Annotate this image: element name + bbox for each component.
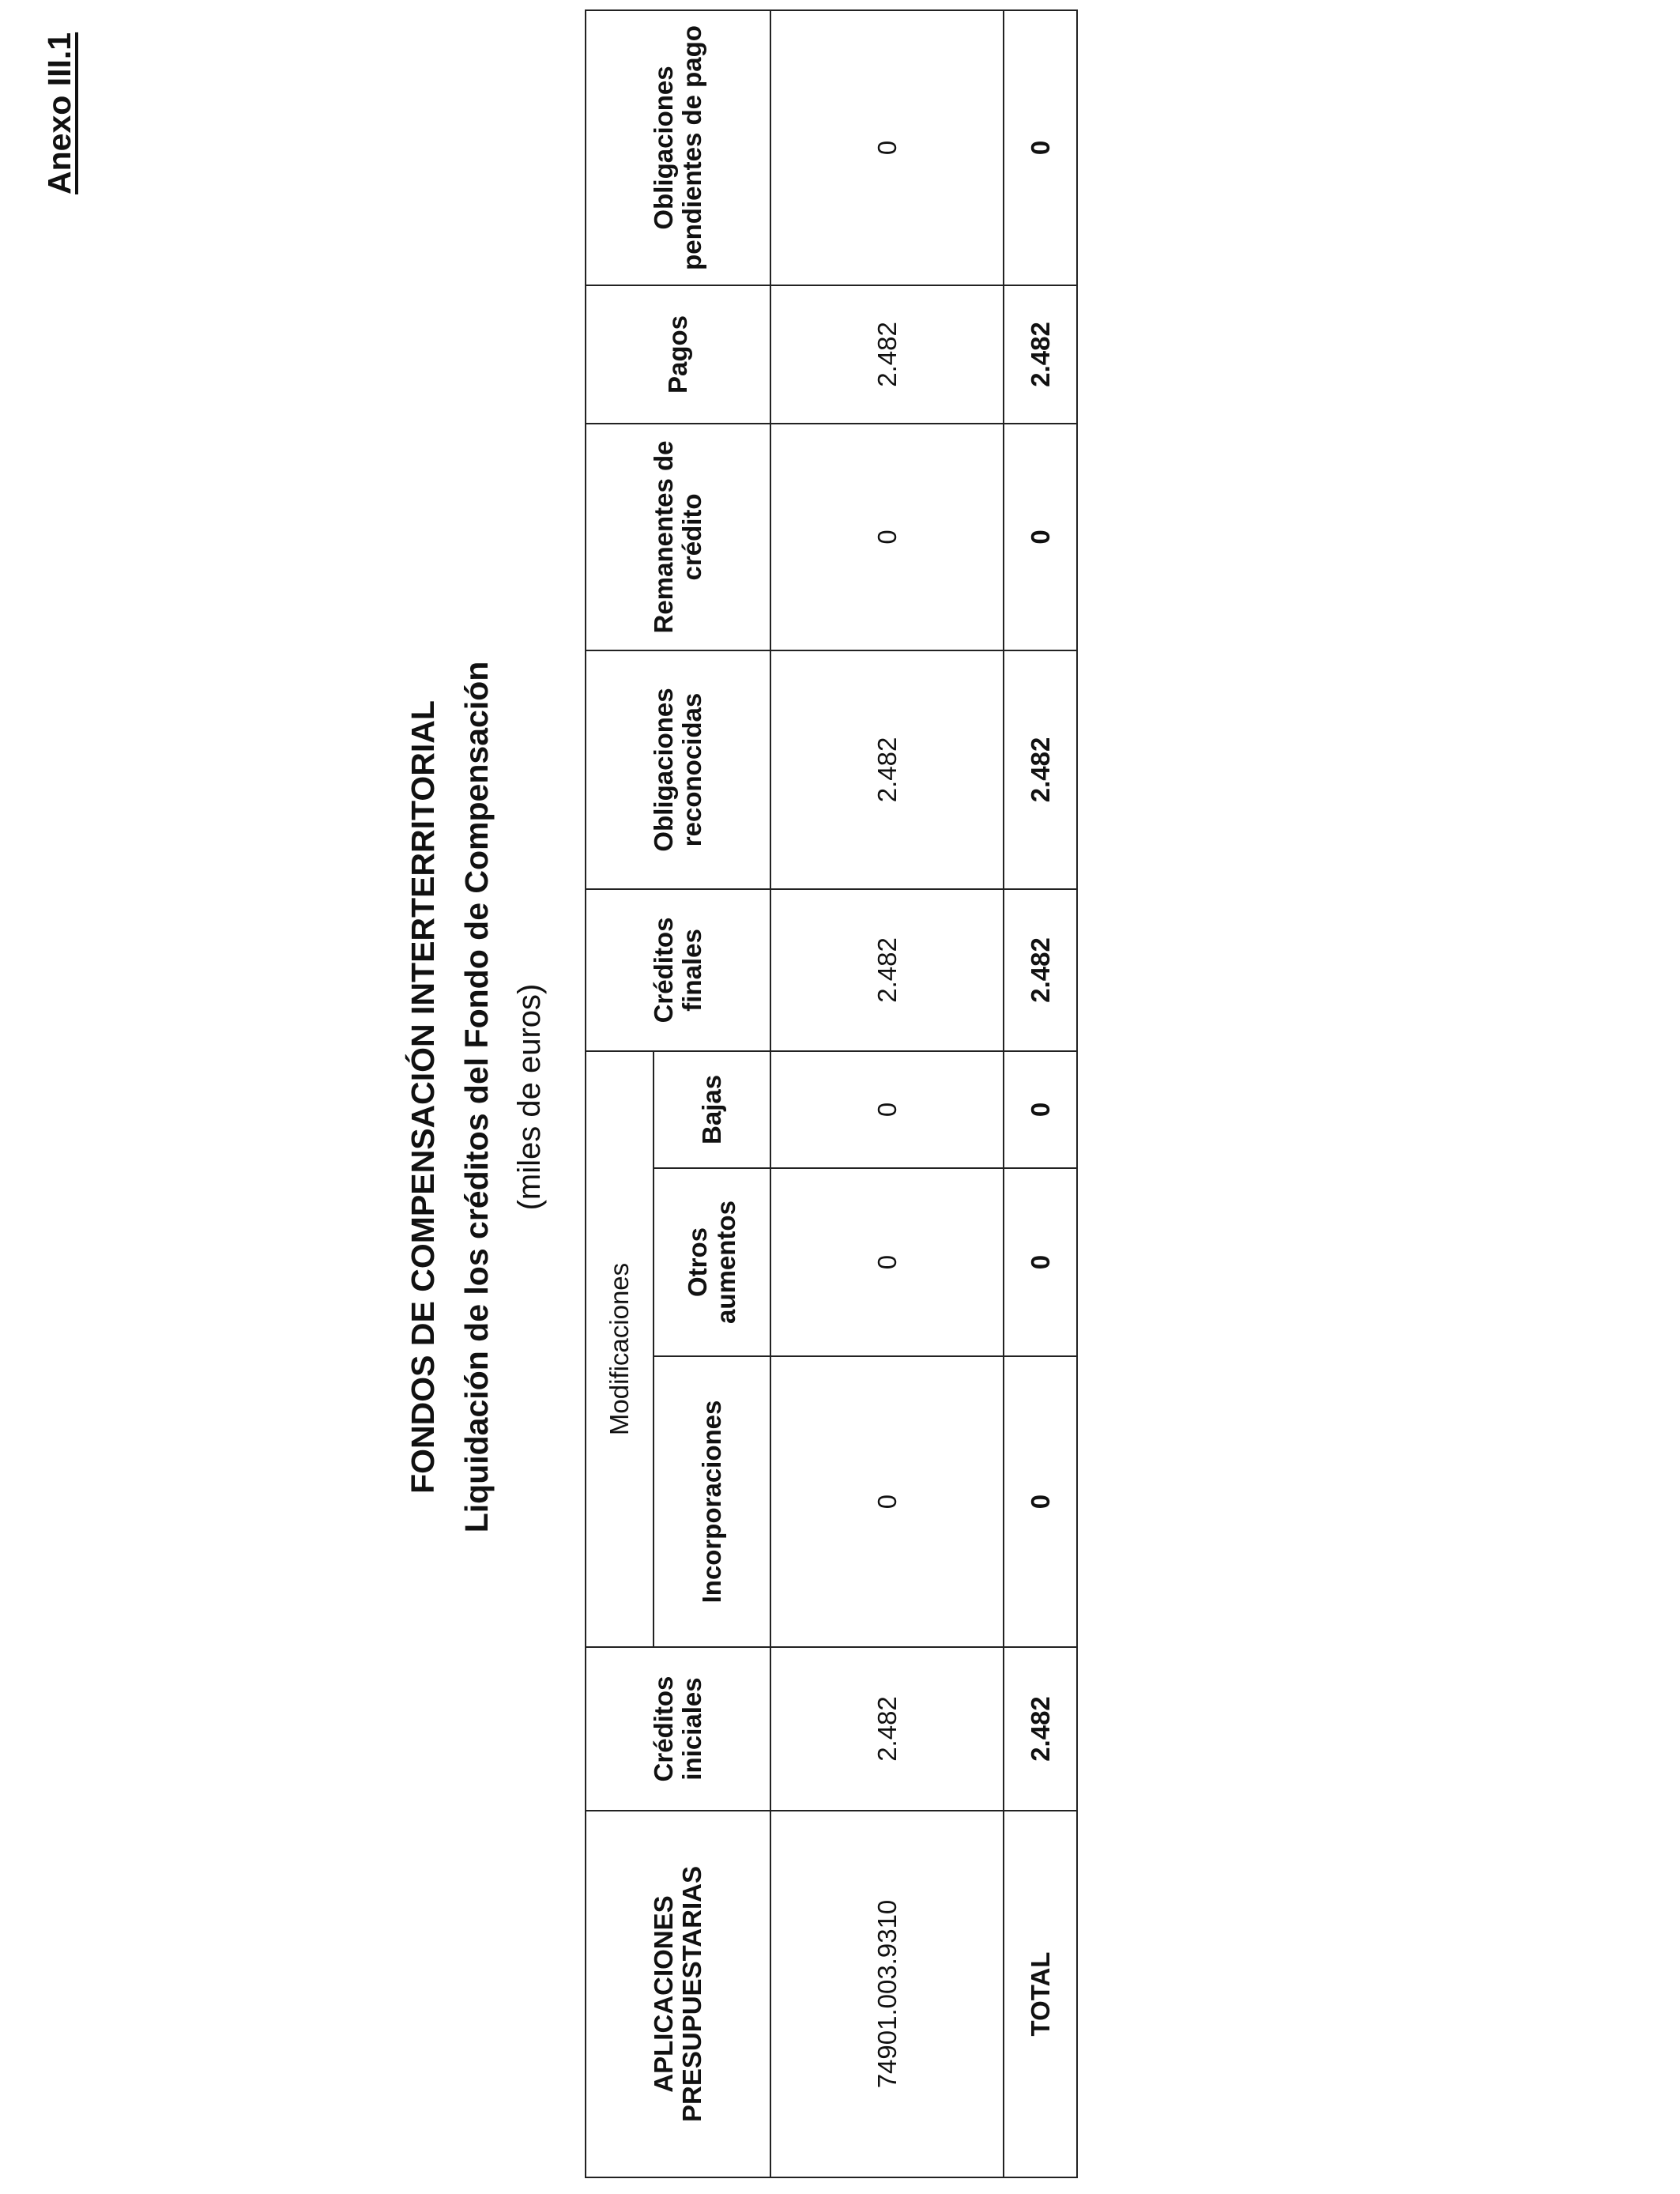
header-aplicaciones: APLICACIONES PRESUPUESTARIAS (586, 1811, 770, 2177)
header-remanentes: Remanentes de crédito (586, 424, 770, 650)
header-bajas: Bajas (654, 1051, 770, 1168)
total-obligaciones-pendientes: 0 (1004, 10, 1077, 285)
cell-incorporaciones: 0 (770, 1356, 1004, 1647)
table-row (770, 10, 1004, 2177)
total-obligaciones-reconocidas: 2.482 (1004, 650, 1077, 889)
header-creditos-iniciales: Créditos iniciales (586, 1647, 770, 1811)
total-otros-aumentos: 0 (1004, 1168, 1077, 1356)
cell-obligaciones-reconocidas: 2.482 (770, 650, 1004, 889)
total-incorporaciones: 0 (1004, 1356, 1077, 1647)
cell-creditos-finales: 2.482 (770, 889, 1004, 1051)
total-creditos-iniciales: 2.482 (1004, 1647, 1077, 1811)
total-label: TOTAL (1004, 1811, 1077, 2177)
document-title: FONDOS DE COMPENSACIÓN INTERTERRITORIAL (405, 700, 441, 1494)
units-note: (miles de euros) (512, 983, 547, 1211)
header-obligaciones-reconocidas: Obligaciones reconocidas (586, 650, 770, 889)
total-row (1004, 10, 1077, 2177)
cell-creditos-iniciales: 2.482 (770, 1647, 1004, 1811)
cell-aplicacion: 74901.003.9310 (770, 1811, 1004, 2177)
header-incorporaciones: Incorporaciones (654, 1356, 770, 1647)
liquidation-table (585, 9, 1078, 2178)
header-pagos: Pagos (586, 285, 770, 424)
cell-pagos: 2.482 (770, 285, 1004, 424)
header-row-top (586, 10, 654, 2177)
cell-bajas: 0 (770, 1051, 1004, 1168)
total-bajas: 0 (1004, 1051, 1077, 1168)
cell-otros-aumentos: 0 (770, 1168, 1004, 1356)
header-otros-aumentos: Otros aumentos (654, 1168, 770, 1356)
header-creditos-finales: Créditos finales (586, 889, 770, 1051)
annex-label: Anexo III.1 (41, 32, 77, 194)
header-obligaciones-pendientes: Obligaciones pendientes de pago (586, 10, 770, 285)
total-pagos: 2.482 (1004, 285, 1077, 424)
document-subtitle: Liquidación de los créditos del Fondo de Compensación (458, 661, 495, 1533)
total-remanentes: 0 (1004, 424, 1077, 650)
cell-obligaciones-pendientes: 0 (770, 10, 1004, 285)
header-modificaciones: Modificaciones (586, 1051, 654, 1647)
total-creditos-finales: 2.482 (1004, 889, 1077, 1051)
cell-remanentes: 0 (770, 424, 1004, 650)
